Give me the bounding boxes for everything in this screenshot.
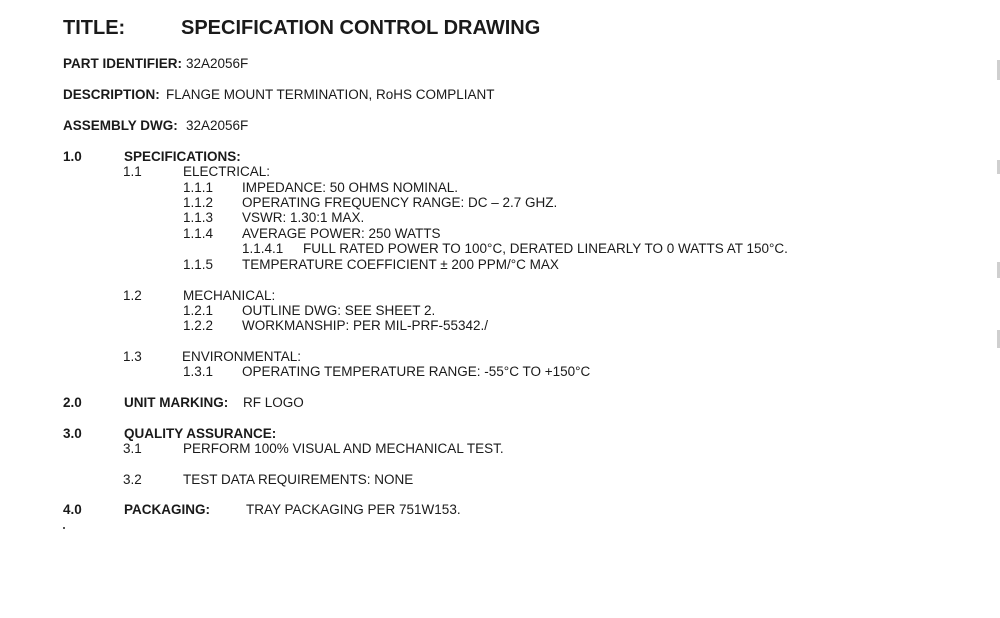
section-1-2-number: 1.2	[123, 288, 142, 303]
item-1-1-1-number: 1.1.1	[183, 180, 214, 195]
section-1-3-title: ENVIRONMENTAL:	[182, 349, 302, 364]
item-1-1-2-text: OPERATING FREQUENCY RANGE: DC – 2.7 GHZ.	[242, 195, 558, 210]
section-1-title: SPECIFICATIONS:	[124, 149, 241, 164]
item-1-1-4-text: AVERAGE POWER: 250 WATTS	[242, 226, 441, 241]
item-1-1-2-number: 1.1.2	[183, 195, 214, 210]
item-3-2-text: TEST DATA REQUIREMENTS: NONE	[183, 472, 414, 487]
item-1-1-3-number: 1.1.3	[183, 210, 214, 225]
item-1-1-4-1-number: 1.1.4.1	[242, 241, 284, 256]
section-1-number: 1.0	[63, 149, 82, 164]
item-1-1-5-number: 1.1.5	[183, 257, 214, 272]
section-2-title: UNIT MARKING:	[124, 395, 229, 410]
item-3-2-number: 3.2	[123, 472, 142, 487]
item-1-2-2-number: 1.2.2	[183, 318, 214, 333]
section-2-value: RF LOGO	[243, 395, 304, 410]
part-identifier-label: PART IDENTIFIER:	[63, 56, 182, 71]
item-1-3-1-text: OPERATING TEMPERATURE RANGE: -55°C TO +150°C	[242, 364, 591, 379]
section-4-value: TRAY PACKAGING PER 751W153.	[246, 502, 461, 517]
section-4-title: PACKAGING:	[124, 502, 210, 517]
assembly-dwg-value: 32A2056F	[186, 118, 249, 133]
section-1-1-number: 1.1	[123, 164, 142, 179]
section-1-2-title: MECHANICAL:	[183, 288, 276, 303]
part-identifier-value: 32A2056F	[186, 56, 249, 71]
section-3-title: QUALITY ASSURANCE:	[124, 426, 277, 441]
assembly-dwg-label: ASSEMBLY DWG:	[63, 118, 178, 133]
item-1-1-5-text: TEMPERATURE COEFFICIENT ± 200 PPM/°C MAX	[242, 257, 559, 272]
item-1-1-4-number: 1.1.4	[183, 226, 214, 241]
item-1-1-4-1-text: FULL RATED POWER TO 100°C, DERATED LINEARLY TO 0 WATTS AT 150°C.	[303, 241, 788, 256]
item-1-2-1-number: 1.2.1	[183, 303, 214, 318]
stray-dot	[63, 527, 65, 529]
section-1-1-title: ELECTRICAL:	[183, 164, 271, 179]
item-1-1-3-text: VSWR: 1.30:1 MAX.	[242, 210, 365, 225]
description-value: FLANGE MOUNT TERMINATION, RoHS COMPLIANT	[166, 87, 495, 102]
section-4-number: 4.0	[63, 502, 82, 517]
section-3-number: 3.0	[63, 426, 82, 441]
description-label: DESCRIPTION:	[63, 87, 160, 102]
item-3-1-number: 3.1	[123, 441, 142, 456]
page-title: SPECIFICATION CONTROL DRAWING	[181, 17, 541, 39]
item-1-3-1-number: 1.3.1	[183, 364, 214, 379]
title-label: TITLE:	[63, 17, 126, 39]
item-1-2-2-text: WORKMANSHIP: PER MIL-PRF-55342./	[242, 318, 489, 333]
section-1-3-number: 1.3	[123, 349, 142, 364]
item-3-1-text: PERFORM 100% VISUAL AND MECHANICAL TEST.	[183, 441, 504, 456]
section-2-number: 2.0	[63, 395, 82, 410]
item-1-1-1-text: IMPEDANCE: 50 OHMS NOMINAL.	[242, 180, 459, 195]
item-1-2-1-text: OUTLINE DWG: SEE SHEET 2.	[242, 303, 436, 318]
